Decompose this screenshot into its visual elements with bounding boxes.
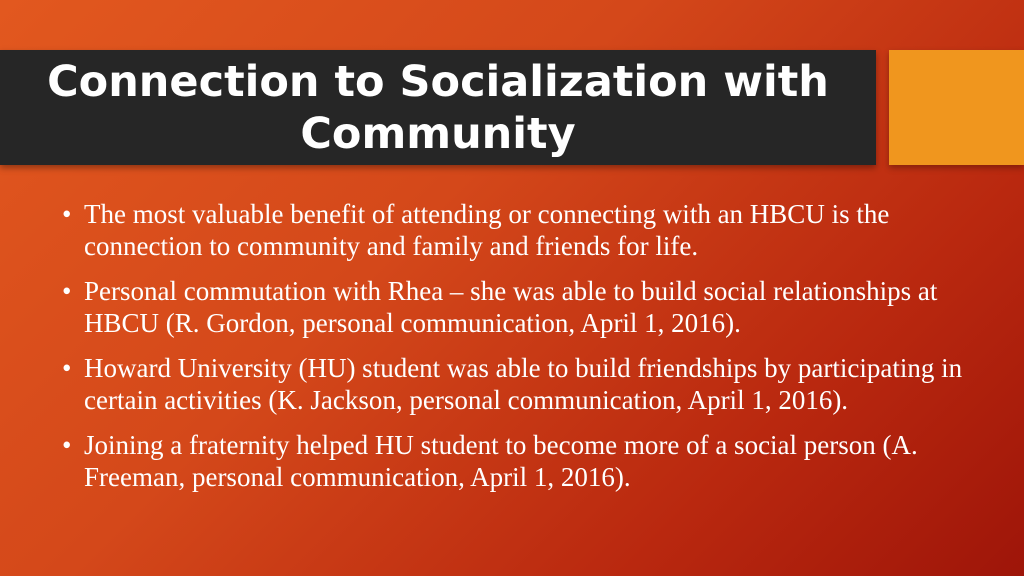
- bullet-text: Joining a fraternity helped HU student to become more of a social person (A. Freeman, personal communication, April 1, 2016).: [84, 430, 918, 492]
- bullet-icon: •: [62, 353, 72, 383]
- slide-title: Connection to Socialization with Community: [47, 56, 829, 159]
- bullet-list: [62, 198, 987, 506]
- bullet-icon: •: [62, 430, 72, 460]
- bullet-text: Personal commutation with Rhea – she was able to build social relationships at HBCU (R. Gordon, personal communication, April 1, 2016).: [84, 276, 938, 338]
- bullet-item: [62, 198, 987, 262]
- bullet-icon: •: [62, 276, 72, 306]
- bullet-icon: •: [62, 199, 72, 229]
- title-band: [0, 50, 876, 165]
- bullet-item: [62, 352, 987, 416]
- accent-square: [889, 50, 1024, 165]
- bullet-item: [62, 429, 987, 493]
- bullet-text: The most valuable benefit of attending or connecting with an HBCU is the connection to community and family and friends for life.: [84, 199, 890, 261]
- bullet-text: Howard University (HU) student was able to build friendships by participating in certain activities (K. Jackson, personal communication, April 1, 2016).: [84, 353, 963, 415]
- bullet-item: [62, 275, 987, 339]
